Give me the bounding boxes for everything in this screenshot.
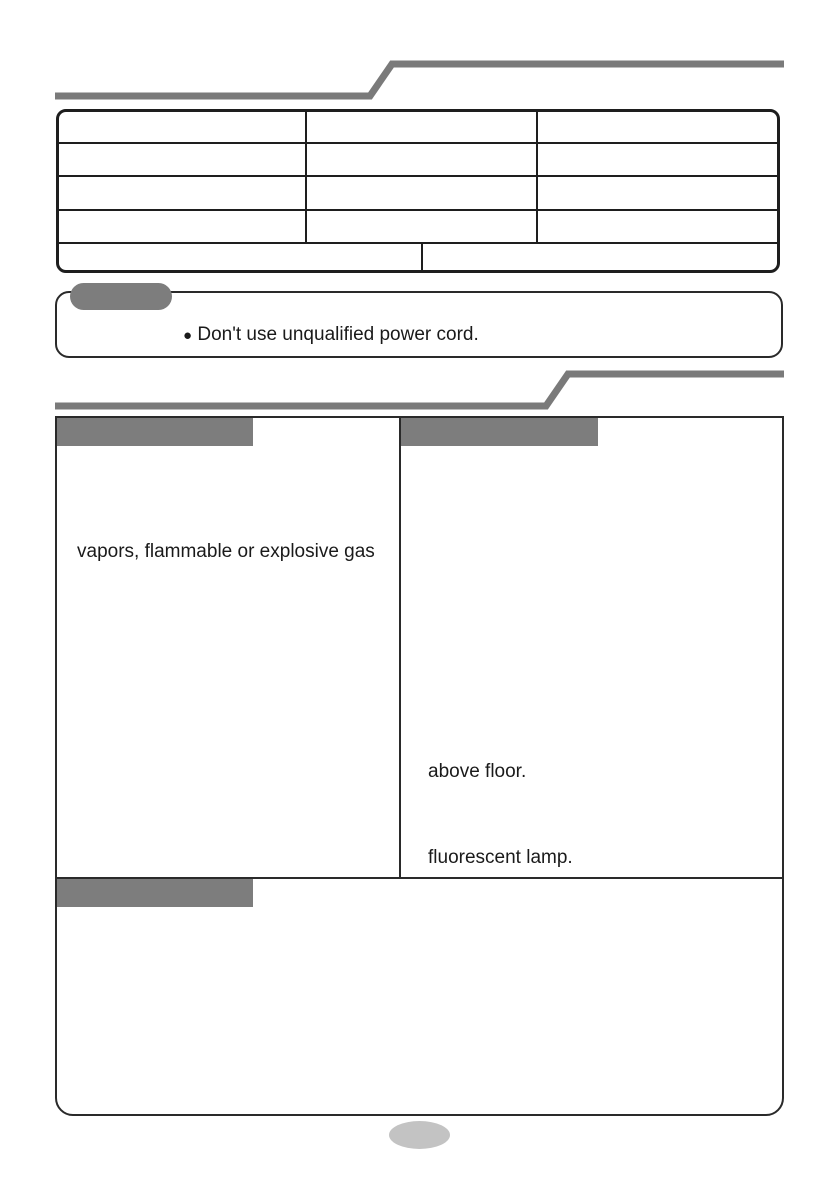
caution-note xyxy=(183,324,479,346)
table-cell xyxy=(59,211,305,242)
table-row xyxy=(59,177,777,211)
table-cell xyxy=(305,177,536,209)
page-number-badge xyxy=(389,1121,450,1149)
right-column-header-tab xyxy=(401,418,598,446)
column-divider xyxy=(399,416,401,878)
table-cell xyxy=(536,177,777,209)
table-cell xyxy=(536,211,777,242)
right-column-text: above floor. xyxy=(428,761,527,782)
table-cell xyxy=(536,112,777,142)
bottom-section-header-tab xyxy=(57,879,253,907)
table-cell xyxy=(59,144,305,175)
table-cell xyxy=(59,112,305,142)
installation-section-rule xyxy=(55,374,784,406)
right-column-text: fluorescent lamp. xyxy=(428,847,573,868)
table-cell xyxy=(305,112,536,142)
table-cell xyxy=(305,144,536,175)
table-cell xyxy=(421,244,777,273)
table-row xyxy=(59,211,777,244)
caution-text: Don't use unqualified power cord. xyxy=(197,324,479,345)
bullet-icon: ● xyxy=(183,327,193,344)
installation-box xyxy=(55,416,784,1116)
table-row xyxy=(59,112,777,144)
left-column-header-tab xyxy=(57,418,253,446)
caution-label-tab xyxy=(70,283,172,310)
table-row xyxy=(59,244,777,273)
spec-table xyxy=(56,109,780,273)
left-column-text: vapors, flammable or explosive gas xyxy=(77,541,375,562)
table-cell xyxy=(59,244,421,273)
table-cell xyxy=(305,211,536,242)
electric-section-rule xyxy=(55,64,784,96)
table-cell xyxy=(59,177,305,209)
table-cell xyxy=(536,144,777,175)
table-row xyxy=(59,144,777,177)
